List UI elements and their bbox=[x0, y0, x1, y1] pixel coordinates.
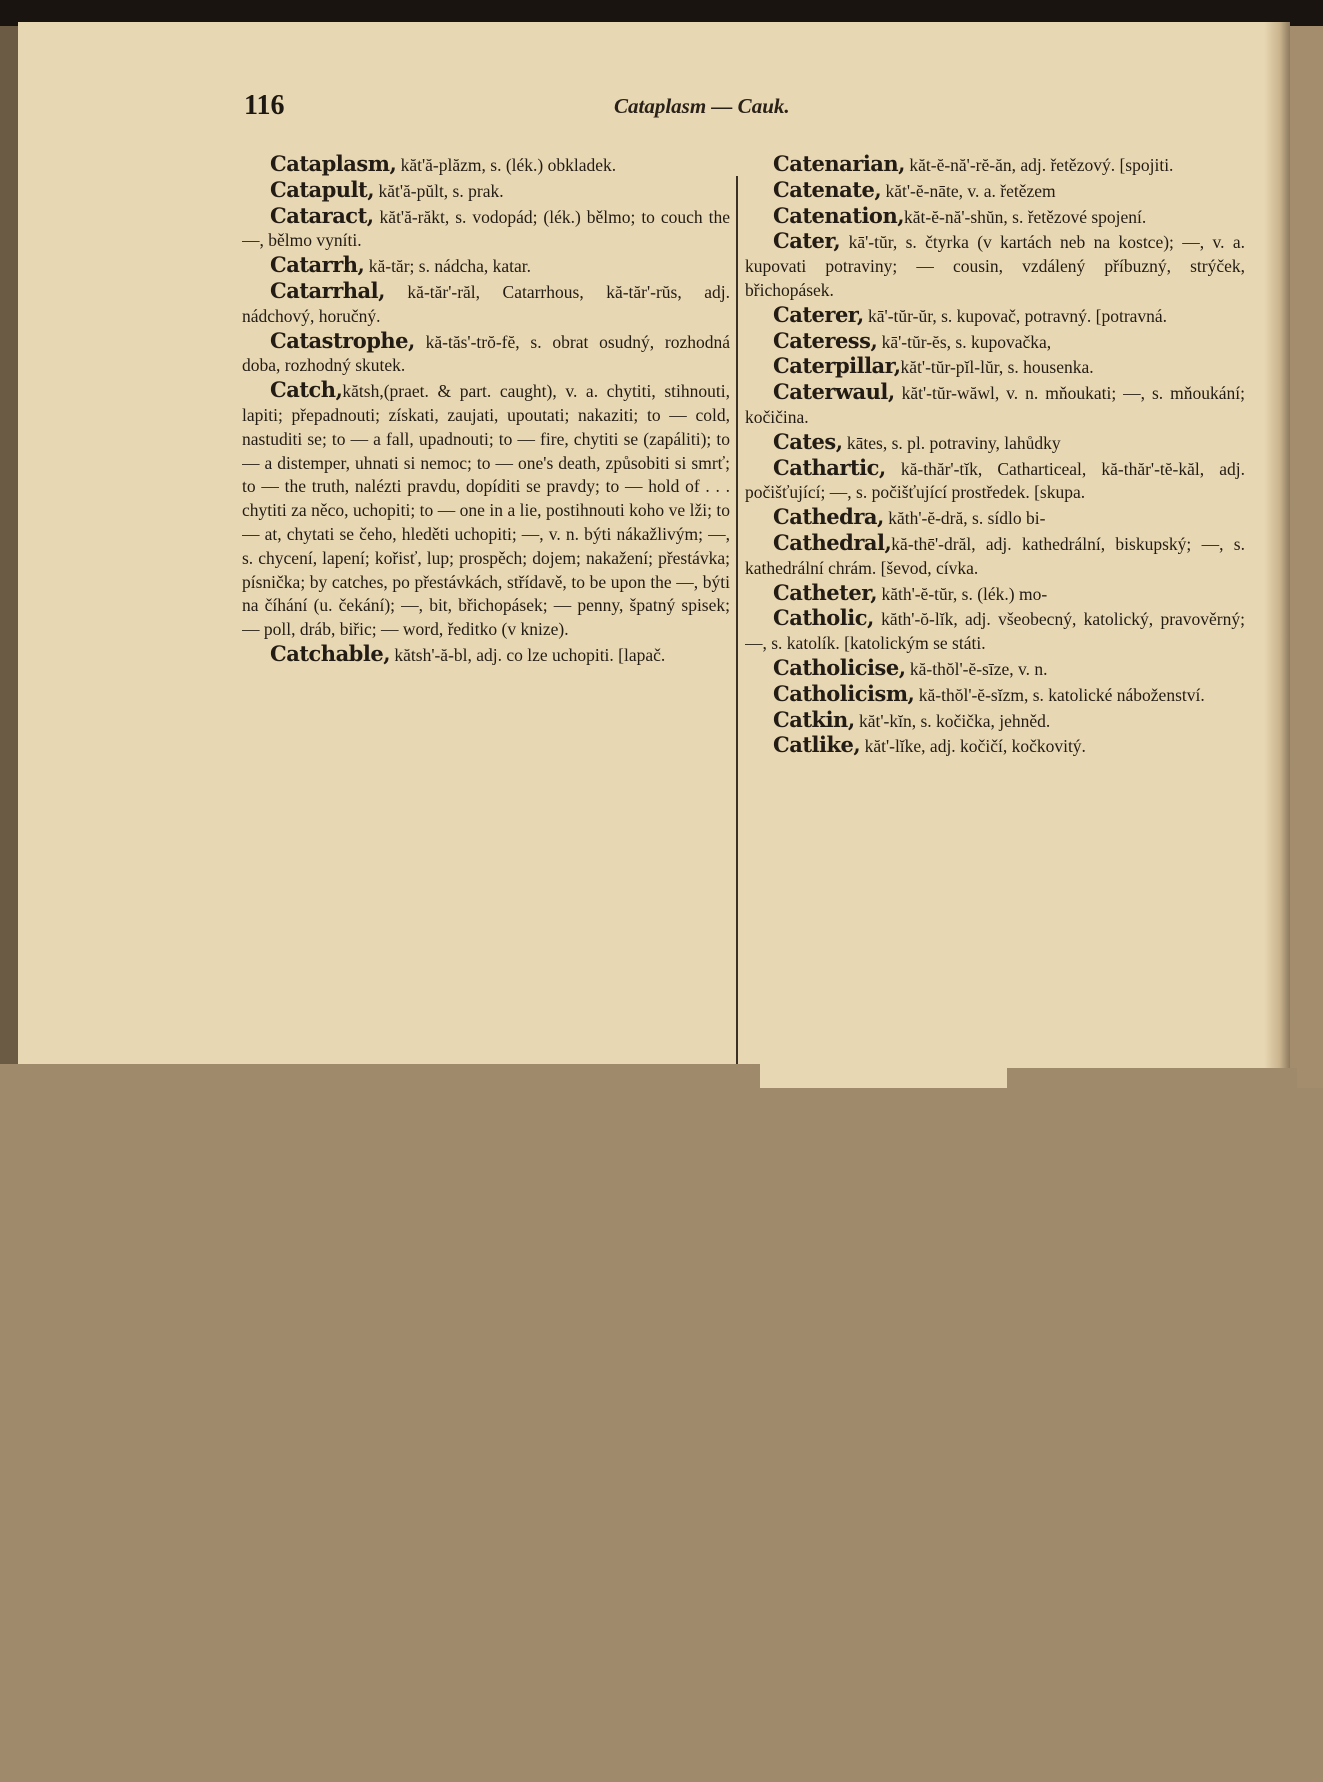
entry-definition: kăth'-ĕ-dră, s. sídlo bi- bbox=[883, 508, 1046, 529]
entry-definition: kătsh,(praet. & part. caught), v. a. chytiti, stihnouti, lapiti; přepadnouti; získati, zaujati, upoutati; nakaziti; to — cold, nastuditi se; to — a fall, upadnouti; to — fire, chytiti se (zapáliti); to — a distemper, uhnati si nemoc; to — one's death, způsobiti si smrť; to — the truth, nalézti pravdu, dopíditi se pravdy; to — hold of . . . chytiti za něco, uchopiti; to — one in a lie, postihnouti koho ve lži; to — at, chytati se čeho, hleděti uchopiti; —, v. n. býti nákažlivým; —, s. chycení, lapení; kořisť, lup; prospěch; dojem; nakažení; přestávka; písnička; by catches, po přestávkách, střídavě, to be upon the —, býti na číhání (u. čekání); —, bit, břichopásek; — penny, špatný spisek; — poll, dráb, biřic; — word, ředitko (v knize). bbox=[242, 381, 730, 640]
entry-definition: kā'-tŭr, s. čtyrka (v kartách neb na kostce); —, v. a. kupovati potraviny; — cousin, vzdálený příbuzný, strýček, břichopásek. bbox=[745, 232, 1245, 300]
entry-definition: kă-thŏl'-ĕ-sĭzm, s. katolické náboženství. bbox=[914, 684, 1205, 705]
dictionary-entry bbox=[242, 279, 730, 329]
entry-headword: Catapult, bbox=[270, 176, 375, 202]
left-column bbox=[242, 152, 730, 1072]
entry-headword: Caterer, bbox=[773, 301, 864, 327]
entry-headword: Catastrophe, bbox=[270, 327, 415, 353]
entry-headword: Caterpillar, bbox=[773, 353, 901, 379]
column-rule bbox=[736, 176, 738, 1080]
dictionary-entry bbox=[745, 303, 1245, 329]
dictionary-entry bbox=[242, 329, 730, 379]
entry-headword: Cathartic, bbox=[773, 454, 886, 480]
entry-definition: kătsh'-ă-bl, adj. co lze uchopiti. [lapač. bbox=[390, 644, 666, 665]
dictionary-entry bbox=[745, 656, 1245, 682]
entry-headword: Catenarian, bbox=[773, 152, 905, 176]
entry-headword: Catlike, bbox=[773, 732, 861, 758]
dictionary-entry bbox=[745, 606, 1245, 656]
entry-headword: Catchable, bbox=[270, 640, 391, 666]
dictionary-entry bbox=[745, 329, 1245, 355]
entry-headword: Catheter, bbox=[773, 579, 878, 605]
entry-definition: kă-tăr; s. nádcha, katar. bbox=[364, 256, 532, 277]
page-number: 116 bbox=[244, 90, 285, 121]
entry-definition: kăth'-ĕ-tŭr, s. (lék.) mo- bbox=[877, 583, 1048, 604]
entry-headword: Catarrh, bbox=[270, 252, 365, 278]
entry-headword: Cataplasm, bbox=[270, 152, 397, 176]
dictionary-entry bbox=[745, 229, 1245, 302]
dictionary-entry bbox=[242, 204, 730, 254]
entry-definition: kăt'-tŭr-pĭl-lŭr, s. housenka. bbox=[900, 357, 1094, 378]
entry-headword: Catholicism, bbox=[773, 680, 915, 706]
dictionary-entry bbox=[242, 642, 730, 668]
entry-definition: kăt'-ĕ-nāte, v. a. řetězem bbox=[881, 180, 1056, 201]
entry-headword: Catkin, bbox=[773, 706, 855, 732]
running-head bbox=[244, 90, 1244, 130]
dictionary-entry bbox=[745, 682, 1245, 708]
entry-headword: Catarrhal, bbox=[270, 277, 385, 303]
dictionary-entry bbox=[745, 380, 1245, 430]
dictionary-entry bbox=[745, 430, 1245, 456]
entry-definition: kă-thăr'-tĭk, Catharticeal, kă-thăr'-tĕ-kăl, adj. počišťující; —, s. počišťující prostředek. [skupa. bbox=[745, 458, 1245, 503]
entry-definition: kā'-tŭr-ĕs, s. kupovačka, bbox=[877, 331, 1052, 352]
entry-headword: Cater, bbox=[773, 228, 841, 254]
dictionary-entry bbox=[745, 456, 1245, 506]
dictionary-entry bbox=[745, 505, 1245, 531]
dictionary-entry bbox=[745, 581, 1245, 607]
entry-headword: Catholicise, bbox=[773, 654, 906, 680]
dictionary-entry bbox=[745, 708, 1245, 734]
scan-background bbox=[0, 1088, 1323, 1782]
book-gutter bbox=[1264, 22, 1290, 1088]
entry-headword: Catch, bbox=[270, 377, 343, 403]
dictionary-entry bbox=[242, 253, 730, 279]
entry-definition: kăt-ĕ-nă'-rĕ-ăn, adj. řetězový. [spojiti. bbox=[904, 155, 1174, 175]
entry-headword: Catenate, bbox=[773, 176, 882, 202]
dictionary-entry bbox=[745, 531, 1245, 581]
entry-headword: Cathedra, bbox=[773, 504, 884, 530]
scan-cutoff bbox=[1007, 1068, 1297, 1088]
entry-definition: kăt-ĕ-nă'-shŭn, s. řetězové spojení. bbox=[904, 206, 1147, 227]
entry-definition: kăt'-tŭr-wăwl, v. n. mňoukati; —, s. mňoukání; kočičina. bbox=[745, 383, 1245, 427]
dictionary-entry bbox=[242, 178, 730, 204]
dictionary-entry bbox=[745, 354, 1245, 380]
entry-headword: Cataract, bbox=[270, 202, 374, 228]
entry-headword: Cateress, bbox=[773, 327, 878, 353]
entry-definition: kăt'ă-pŭlt, s. prak. bbox=[374, 180, 504, 201]
dictionary-entry bbox=[745, 204, 1245, 230]
entry-definition: kă-thē'-drăl, adj. kathedrální, biskupský; —, s. kathedrální chrám. [ševod, cívka. bbox=[745, 533, 1245, 578]
entry-definition: kăth'-ŏ-lĭk, adj. všeobecný, katolický, pravověrný; —, s. katolík. [katolickým se státi. bbox=[745, 609, 1245, 654]
entry-headword: Catenation, bbox=[773, 202, 905, 228]
entry-definition: kăt'-lĭke, adj. kočičí, kočkovitý. bbox=[860, 736, 1086, 757]
next-page-edge bbox=[1290, 26, 1323, 1088]
entry-definition: kăt'-kĭn, s. kočička, jehněd. bbox=[854, 710, 1051, 731]
entry-definition: kăt'ă-plăzm, s. (lék.) obkladek. bbox=[396, 155, 617, 175]
entry-headword: Catholic, bbox=[773, 605, 874, 631]
scan-cutoff bbox=[0, 1064, 760, 1088]
entry-definition: kă-tăr'-răl, Catarrhous, kă-tăr'-rŭs, adj. nádchový, horučný. bbox=[242, 281, 730, 326]
entry-definition: kātes, s. pl. potraviny, lahůdky bbox=[842, 432, 1061, 453]
entry-definition: kăt'ă-răkt, s. vodopád; (lék.) bělmo; to couch the —, bělmo vyníti. bbox=[242, 206, 730, 251]
dictionary-entry bbox=[745, 733, 1245, 759]
dictionary-entry bbox=[745, 178, 1245, 204]
right-column bbox=[745, 152, 1245, 1072]
dictionary-entry bbox=[242, 378, 730, 642]
entry-headword: Cathedral, bbox=[773, 529, 892, 555]
dictionary-entry bbox=[242, 152, 730, 178]
entry-headword: Cates, bbox=[773, 428, 843, 454]
entry-definition: kă-tăs'-trŏ-fĕ, s. obrat osudný, rozhodná doba, rozhodný skutek. bbox=[242, 331, 730, 376]
page-left-edge bbox=[0, 26, 18, 1086]
entry-headword: Caterwaul, bbox=[773, 379, 895, 405]
running-head-title: Cataplasm — Cauk. bbox=[614, 94, 790, 118]
entry-definition: kă-thŏl'-ĕ-sīze, v. n. bbox=[905, 658, 1048, 679]
dictionary-entry bbox=[745, 152, 1245, 178]
entry-definition: kā'-tŭr-ŭr, s. kupovač, potravný. [potravná. bbox=[863, 305, 1168, 326]
